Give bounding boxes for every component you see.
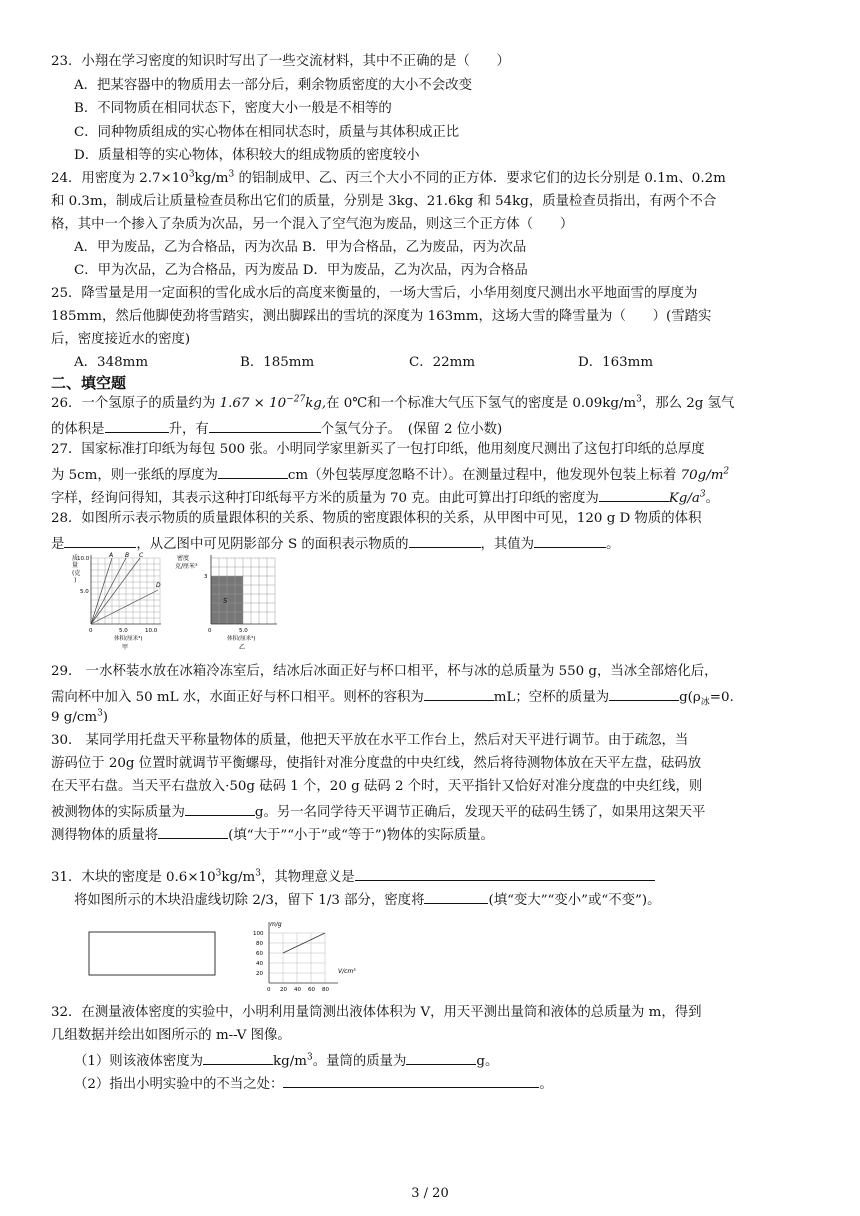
figure-mass-volume-jia [72, 552, 162, 662]
area-label: S [223, 597, 228, 605]
fig-jia-xtick: 10.0 [145, 628, 158, 634]
answer-blank[interactable] [609, 686, 679, 701]
fig-jia-ytick: 10.0 [77, 556, 90, 562]
fig-yi-xtick: 0 [208, 628, 212, 634]
line-label: D [156, 582, 161, 589]
fig-yi-xtick: 5.0 [239, 628, 248, 634]
answer-blank[interactable] [185, 801, 255, 816]
q23-option-b: B．不同物质在相同状态下，密度大小一般是不相等的 [74, 101, 392, 116]
q24-line1: 24．用密度为 $2.7\times 10^3kg/m^3$ 的铝制成甲、乙、丙三个大小不同的正方体．要求它们的边长分别是 0.1m、0.2m [51, 169, 726, 186]
q25-option-b: B．185mm [240, 355, 315, 370]
svg-text:克/厘米³: 克/厘米³ [175, 563, 198, 570]
answer-blank[interactable] [599, 487, 669, 502]
answer-blank[interactable] [218, 464, 288, 479]
q24-line3: 格，其中一个掺入了杂质为次品，另一个混入了空气泡为废品，则这三个正方体（ ） [51, 217, 574, 232]
mv-xtick: 20 [280, 987, 287, 993]
line-label: B [125, 552, 130, 559]
mv-xtick: 60 [308, 987, 315, 993]
q30-line4: 被测物体的实际质量为 g。另一名同学待天平调节正确后，发现天平的砝码生锈了，如果用这架天平 [51, 801, 705, 822]
q25-option-a: A．348mm [74, 355, 149, 370]
q25-option-d: D．163mm [578, 355, 654, 370]
answer-blank[interactable] [424, 889, 488, 904]
figure-density-volume-yi [175, 552, 285, 662]
q23-stem: 23．小翔在学习密度的知识时写出了一些交流材料，其中不正确的是（ ） [51, 54, 510, 69]
mv-xtick: 0 [267, 987, 271, 993]
fig-jia-xlabel: 体积(厘米³) [114, 636, 143, 642]
q23-option-c: C．同种物质组成的实心物体在相同状态时，质量与其体积成正比 [74, 125, 460, 140]
q24-line2: 和 0.3m，制成后让质量检查员称出它们的质量，分别是 3kg、21.6kg 和 54kg，质量检查员指出，有两个不合 [51, 194, 717, 209]
q31-line1: 31．木块的密度是 $0.6\times 10^3kg/m^3$，其物理意义是 [51, 866, 655, 887]
fig-yi-ylabel: 密度 [177, 555, 190, 562]
q32-sub2: （2）指出小明实验中的不当之处： 。 [74, 1073, 553, 1094]
line-label: C [139, 552, 144, 559]
mv-xtick: 80 [322, 987, 329, 993]
q23-option-d: D．质量相等的实心物体，体积较大的组成物质的密度较小 [74, 148, 420, 163]
fig-yi-xlabel: 体积(厘米³) [227, 636, 256, 642]
answer-blank[interactable] [209, 418, 321, 433]
fig-jia-ylabel: 质 [72, 555, 79, 562]
answer-blank[interactable] [424, 686, 494, 701]
q29-line2: 需向杯中加入 50 mL 水，水面正好与杯口相平。则杯的容积为 mL；空杯的质量为 $g(\rho_冰=0$. [51, 686, 734, 707]
svg-text:量: 量 [72, 562, 79, 569]
fig-yi-ytick: 3 [204, 574, 208, 580]
svg-text:): ) [74, 577, 77, 584]
q26-line1: 26．一个氢原子的质量约为 $1.67 \times 10^{-27}kg$,在 0℃和一个标准大气压下氢气的密度是 $0.09kg/m^3$，那么 2g 氢气 [51, 394, 735, 411]
fig-jia-xtick: 0 [89, 628, 93, 634]
svg-text:(克: (克 [72, 570, 81, 577]
q26-line2: 的体积是 升，有 个氢气分子。 (保留 2 位小数) [51, 418, 502, 439]
figure-wooden-block [88, 927, 218, 981]
answer-blank[interactable] [203, 1050, 273, 1065]
q27-line3: 字样，经询问得知，其表示这种打印纸每平方米的质量为 70 克。由此可算出打印纸的密度为 $Kg/a^3$。 [51, 487, 719, 508]
q25-line3: 后，密度接近水的密度) [51, 332, 191, 347]
q28-line1: 28．如图所示表示物质的质量跟体积的关系、物质的密度跟体积的关系，从甲图中可见，120 g D 物质的体积 [51, 511, 702, 526]
answer-blank[interactable] [105, 418, 169, 433]
answer-blank[interactable] [534, 533, 606, 548]
answer-blank[interactable] [406, 1050, 476, 1065]
q24-options-ab: A．甲为废品，乙为合格品，丙为次品 B．甲为合格品，乙为废品，丙为次品 [74, 240, 527, 255]
q25-line2: 185mm，然后他脚使劲将雪踏实，测出脚踩出的雪坑的深度为 163mm，这场大雪的降雪量为（ ）(雪踏实 [51, 309, 712, 324]
fig-jia-caption: 甲 [122, 644, 129, 651]
q32-line2: 几组数据并绘出如图所示的 m--V 图像。 [51, 1028, 291, 1043]
mv-ytick: 60 [256, 951, 263, 957]
mv-xtick: 40 [294, 987, 301, 993]
mv-xlabel: V/cm³ [338, 968, 356, 975]
mv-ytick: 100 [253, 931, 264, 937]
page-number: 3 / 20 [411, 1186, 449, 1201]
answer-blank[interactable] [158, 824, 228, 839]
line-label: A [109, 552, 114, 559]
q30-line5: 测得物体的质量将 (填“大于”“小于”或“等于”)物体的实际质量。 [51, 824, 494, 845]
mv-ylabel: m/g [270, 921, 282, 928]
q30-line2: 游码位于 20g 位置时就调节平衡螺母，使指针对准分度盘的中央红线，然后将待测物体放在天平左盘，砝码放 [51, 756, 702, 771]
q27-line1: 27．国家标准打印纸为每包 500 张。小明同学家里新买了一包打印纸，他用刻度尺测出了这包打印纸的总厚度 [51, 442, 705, 457]
q29-line3: 9 $g/cm^3$) [51, 708, 109, 725]
q25-option-c: C．22mm [409, 355, 476, 370]
q30-line3: 在天平右盘。当天平右盘放入·50g 砝码 1 个，20 g 砝码 2 个时，天平指针又恰好对准分度盘的中央红线，则 [51, 779, 703, 794]
q32-sub1: （1）则该液体密度为 $kg/m^3$。量筒的质量为 g。 [74, 1050, 498, 1071]
q24-options-cd: C．甲为次品，乙为合格品，丙为废品 D．甲为废品，乙为次品，丙为合格品 [74, 263, 528, 278]
q25-line1: 25．降雪量是用一定面积的雪化成水后的高度来衡量的，一场大雪后，小华用刻度尺测出水平地面雪的厚度为 [51, 286, 698, 301]
q30-line1: 30． 某同学用托盘天平称量物体的质量，他把天平放在水平工作台上，然后对天平进行调节。由于疏忽，当 [51, 733, 689, 748]
answer-blank[interactable] [355, 866, 655, 881]
mv-ytick: 20 [256, 971, 263, 977]
mv-ytick: 80 [256, 941, 263, 947]
answer-blank[interactable] [409, 533, 481, 548]
section-title: 二、填空题 [51, 374, 127, 392]
q27-line2: 为 5cm，则一张纸的厚度为 cm（外包装厚度忽略不计）。在测量过程中，他发现外包装上标着 $70g/m^2$ [51, 464, 729, 485]
answer-blank[interactable] [64, 533, 136, 548]
figure-mass-volume-graph [240, 918, 370, 1000]
q28-line2: 是 ，从乙图中可见阴影部分 S 的面积表示物质的 ，其值为 。 [51, 533, 619, 554]
fig-jia-xtick: 5.0 [119, 628, 128, 634]
q29-line1: 29． 一水杯装水放在冰箱冷冻室后，结冰后冰面正好与杯口相平，杯与冰的总质量为 550 g，当冰全部熔化后， [51, 664, 718, 679]
mv-ytick: 40 [256, 961, 263, 967]
q31-line2: 将如图所示的木块沿虚线切除 2/3，留下 1/3 部分，密度将 (填“变大”“变小”或“不变”)。 [74, 889, 661, 910]
q32-line1: 32．在测量液体密度的实验中，小明利用量筒测出液体体积为 V，用天平测出量筒和液体的总质量为 m，得到 [51, 1005, 702, 1020]
fig-yi-caption: 乙 [239, 644, 246, 651]
q23-option-a: A．把某容器中的物质用去一部分后，剩余物质密度的大小不会改变 [74, 78, 472, 93]
answer-blank[interactable] [283, 1073, 539, 1088]
fig-jia-ytick: 5.0 [80, 589, 89, 595]
